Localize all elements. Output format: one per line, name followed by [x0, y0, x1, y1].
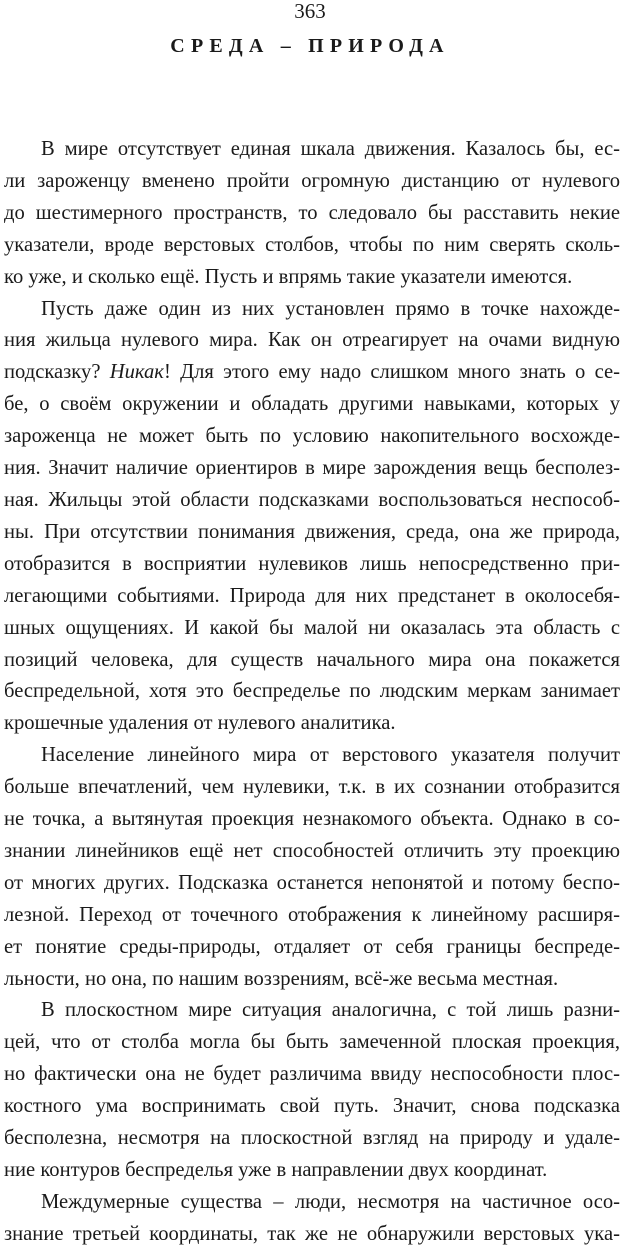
text-line: от многих других. Подсказка останется непонятой и потому беспо- — [4, 871, 620, 894]
paragraph — [4, 134, 620, 294]
paragraph — [4, 995, 620, 1186]
text-line: до шестимерного пространств, то следовало бы расставить некие — [4, 201, 620, 224]
text-line: зароженца не может быть по условию накопительного восхожде- — [4, 425, 620, 448]
text-line: Население линейного мира от верстового указателя получит — [41, 744, 620, 767]
emphasis-word: Никак — [109, 361, 164, 384]
text-line: бесполезна, несмотря на плоскостной взгляд на природу и удале- — [4, 1127, 620, 1150]
text-line: но фактически она не будет различима ввиду неспособности плос- — [4, 1063, 620, 1086]
text-line: ны. При отсутствии понимания движения, среда, она же природа, — [4, 520, 620, 543]
text-line: ли зароженцу вменено пройти огромную дистанцию от нулевого — [4, 169, 620, 192]
paragraph — [4, 1187, 620, 1251]
text-line: бе, о своём окружении и обладать другими навыками, которых у — [4, 393, 620, 416]
text-line: знании линейников ещё нет способностей отличить эту проекцию — [4, 839, 620, 862]
paragraph — [4, 740, 620, 995]
text-line: шных ощущениях. И какой бы малой ни оказалась эта область с — [4, 616, 620, 639]
text-line: Пусть даже один из них установлен прямо в точке нахожде- — [41, 297, 620, 320]
text-line: лезной. Переход от точечного отображения к линейному расширя- — [4, 903, 620, 926]
text-line: В плоскостном мире ситуация аналогична, с той лишь разни- — [41, 999, 620, 1022]
text-line: отобразится в восприятии нулевиков лишь непосредственно при- — [4, 552, 620, 575]
text-line: беспредельной, хотя это беспределье по людским меркам занимает — [4, 680, 620, 703]
paragraph — [4, 294, 620, 741]
text-line: ная. Жильцы этой области подсказками воспользоваться неспособ- — [4, 488, 620, 511]
text-line: ет понятие среды-природы, отдаляет от себя границы беспреде- — [4, 935, 620, 958]
text-line: ние контуров беспределья уже в направлении двух координат. — [4, 1159, 548, 1181]
text-line: подсказку? Никак! Для этого ему надо слишком много знать о се- — [4, 361, 620, 384]
text-line: В мире отсутствует единая шкала движения. Казалось бы, ес- — [41, 138, 620, 160]
text-line: льности, но она, по нашим воззрениям, всё-же весьма местная. — [4, 967, 559, 990]
text-line: ко уже, и сколько ещё. Пусть и впрямь такие указатели имеются. — [4, 265, 573, 288]
text-line: позиций человека, для существ начального мира она покажется — [4, 648, 620, 671]
text-line: легающими событиями. Природа для них предстанет в околосебя- — [4, 584, 620, 607]
chapter-title: СРЕДА – ПРИРОДА — [170, 35, 450, 57]
text-line: ния жильца нулевого мира. Как он отреагирует на очами видную — [4, 329, 620, 352]
text-line: не точка, а вытянутая проекция незнакомого объекта. Однако в со- — [4, 808, 620, 831]
text-line: больше впечатлений, чем нулевики, т.к. в их сознании отобразится — [4, 776, 620, 799]
text-line: цей, что от столба могла бы быть замеченной плоская проекция, — [4, 1031, 620, 1054]
text-line: знание третьей координаты, так же не обнаружили верстовых ука- — [4, 1222, 620, 1245]
text-line: ния. Значит наличие ориентиров в мире зарождения вещь бесполез- — [4, 457, 620, 480]
text-line: крошечные удаления от нулевого аналитика. — [4, 712, 396, 735]
body-text — [4, 134, 620, 1251]
text-line: костного ума воспринимать свой путь. Значит, снова подсказка — [4, 1095, 620, 1118]
text-line: указатели, вроде верстовых столбов, чтобы по ним сверять сколь- — [4, 233, 620, 256]
page-number: 363 — [294, 0, 326, 23]
text-line: Междумерные существа – люди, несмотря на частичное осо- — [41, 1190, 620, 1213]
